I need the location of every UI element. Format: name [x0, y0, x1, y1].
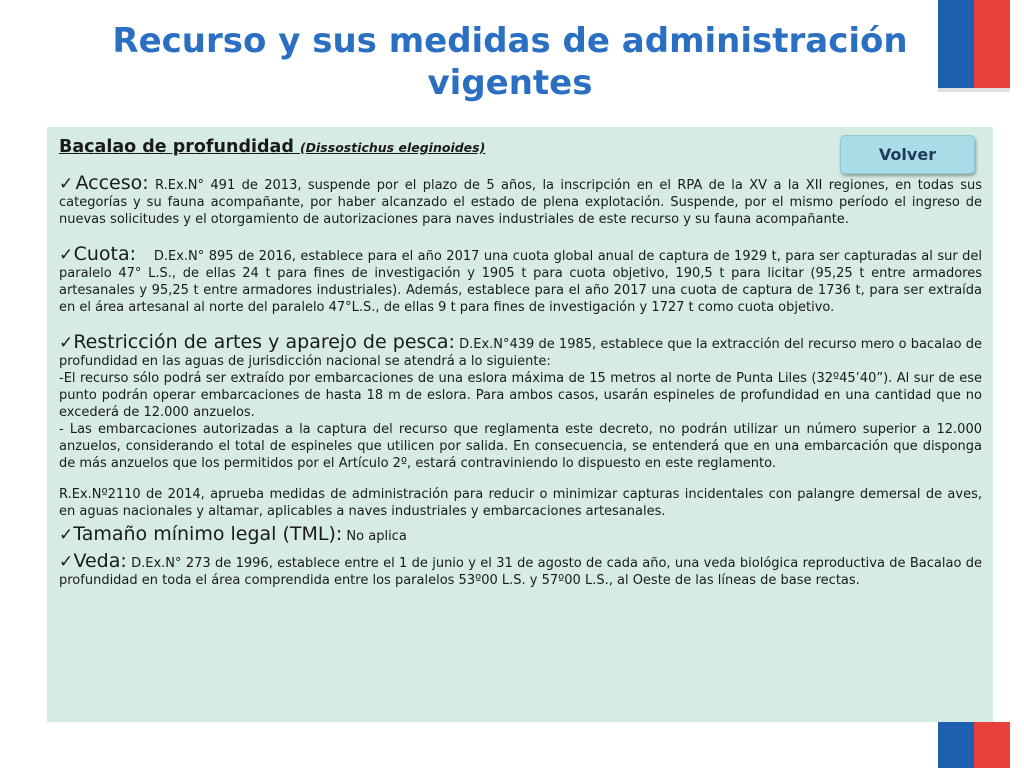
page-title: Recurso y sus medidas de administración vigentes [112, 21, 908, 103]
species-name: Bacalao de profundidad [59, 137, 294, 157]
acceso-text: R.Ex.N° 491 de 2013, suspende por el plazo de 5 años, la inscripción en el RPA de la XV a la XII regiones, en todas sus categorías y su fauna acompañante, por haber alcanzado el estado de plena explotación. Suspende, por el mismo período el ingreso de nuevas solicitudes y el otorgamiento de autorizaciones para naves industriales de este recurso y su fauna acompañante. [59, 178, 982, 227]
veda-section [59, 550, 982, 589]
volver-button[interactable]: Volver [840, 135, 975, 174]
veda-lead: Veda: [73, 550, 127, 572]
restriccion-text: D.Ex.N°439 de 1985, establece que la extracción del recurso mero o bacalao de profundidad en las aguas de jurisdicción nacional se atendrá a lo siguiente: [59, 337, 983, 369]
veda-text: D.Ex.N° 273 de 1996, establece entre el 1 de junio y el 31 de agosto de cada año, una veda biológica reproductiva de Bacalao de profundidad en toda el área comprendida entre los paralelos 53º00 L.S. y 57º00 L.S., al Oeste de las líneas de base rectas. [59, 556, 982, 588]
check-icon: ✓ [59, 525, 74, 545]
content-panel [47, 127, 993, 722]
tml-lead: Tamaño mínimo legal (TML): [73, 523, 343, 545]
cuota-lead: Cuota: [73, 243, 137, 265]
check-icon: ✓ [59, 174, 76, 194]
cuota-section [59, 243, 991, 316]
restriccion-lead: Restricción de artes y aparejo de pesca: [73, 331, 455, 353]
acceso-section [59, 172, 982, 228]
acceso-lead: Acceso: [75, 172, 149, 194]
check-icon: ✓ [59, 245, 74, 265]
tml-section [59, 523, 982, 545]
species-scientific-name: (Dissostichus eleginoides) [299, 140, 486, 155]
check-icon: ✓ [59, 333, 74, 353]
restriccion-rule-2: - Las embarcaciones autorizadas a la captura del recurso que reglamenta este decreto, no podrán utilizar un número superior a 12.000 anzuelos, considerando el total de espineles que utilicen por salida. En consecuencia, se entenderá que en una embarcación que disponga de más anzuelos que los permitidos por el Artículo 2º, estará contraviniendo lo dispuesto en este reglamento. [59, 422, 982, 471]
rex-2110-paragraph: R.Ex.Nº2110 de 2014, aprueba medidas de administración para reducir o minimizar capturas incidentales con palangre demersal de aves, en aguas nacionales y altamar, aplicables a naves industriales y embarcaciones artesanales. [59, 487, 982, 519]
restriccion-rule-1: -El recurso sólo podrá ser extraído por embarcaciones de una eslora máxima de 15 metros al norte de Punta Liles (32º45’40”). Al sur de ese punto podrán operar embarcaciones de hasta 18 m de eslora. Para ambos casos, usarán espineles de profundidad en una cantidad que no excederá de 12.000 anzuelos. [59, 371, 982, 420]
cuota-text: D.Ex.N° 895 de 2016, establece para el año 2017 una cuota global anual de captura de 1929 t, para ser capturadas al sur del paralelo 47° L.S., de ellas 24 t para fines de investigación y 1905 t para cuota objetivo, 190,5 t para licitar (95,25 t entre armadores artesanales y 95,25 t entre armadores industriales). Además, establece para el año 2017 una cuota de captura de 1736 t, para ser extraída en el área artesanal al norte del paralelo 47°L.S., de ellas 9 t para fines de investigación y 1727 t como cuota objetivo. [59, 249, 991, 315]
check-icon: ✓ [59, 552, 74, 572]
restriccion-section [59, 331, 983, 370]
flag-decoration-bottom [938, 722, 1010, 768]
tml-text: No aplica [342, 529, 407, 544]
